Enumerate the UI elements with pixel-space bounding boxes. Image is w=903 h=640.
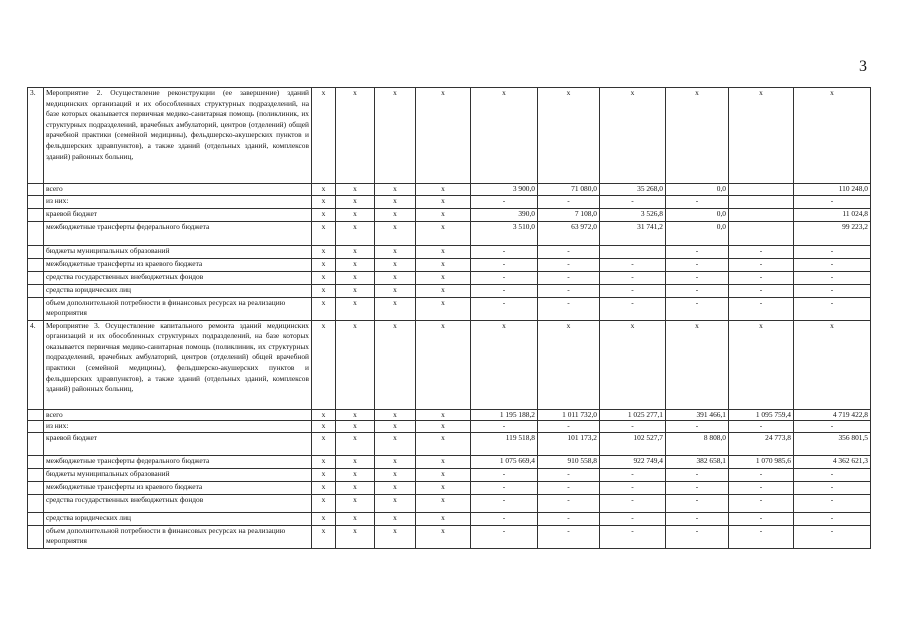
value-cell: 1 025 277,1 [600, 409, 666, 421]
value-cell: 102 527,7 [600, 432, 666, 455]
section-header-row [28, 88, 871, 184]
value-cell: 11 024,8 [794, 208, 871, 221]
value-cell: - [729, 258, 794, 271]
header-marker-cell: x [600, 320, 666, 409]
marker-cell: x [336, 245, 375, 258]
value-cell: 3 510,0 [471, 221, 538, 245]
value-cell: - [600, 421, 666, 433]
marker-cell: x [375, 525, 416, 548]
marker-cell: x [336, 481, 375, 494]
marker-cell: x [375, 481, 416, 494]
row-label: средства государственных внебюджетных фондов [44, 271, 312, 284]
marker-cell: x [416, 494, 471, 512]
marker-cell: x [336, 258, 375, 271]
marker-cell: x [375, 455, 416, 468]
value-cell: - [471, 525, 538, 548]
value-cell: 390,0 [471, 208, 538, 221]
marker-cell: x [416, 208, 471, 221]
marker-cell: x [312, 245, 336, 258]
value-cell: - [666, 258, 729, 271]
number-cell [28, 258, 44, 271]
row-label: бюджеты муниципальных образований [44, 245, 312, 258]
value-cell: - [794, 297, 871, 320]
marker-cell: x [416, 409, 471, 421]
marker-cell: x [312, 468, 336, 481]
marker-cell: x [312, 481, 336, 494]
row-label: из них: [44, 195, 312, 208]
value-cell: 31 741,2 [600, 221, 666, 245]
value-cell: 24 773,8 [729, 432, 794, 455]
table-row [28, 284, 871, 297]
marker-cell: x [312, 432, 336, 455]
marker-cell: x [416, 481, 471, 494]
value-cell: 119 518,8 [471, 432, 538, 455]
row-label: средства юридических лиц [44, 512, 312, 525]
marker-cell: x [375, 221, 416, 245]
header-marker-cell: x [336, 320, 375, 409]
value-cell: 391 466,1 [666, 409, 729, 421]
value-cell: - [538, 421, 600, 433]
row-label: всего [44, 184, 312, 196]
value-cell: - [666, 271, 729, 284]
marker-cell: x [336, 271, 375, 284]
section-description: Мероприятие 3. Осуществление капитального ремонта зданий медицинских организаций и их обособленных структурных подразделений, на базе которых оказывается первичная медико-санитарная помощь (поликлиник, их структурных подразделений, врачебных амбулаторий, центров (отделений) общей врачебной практики (семейной медицины), фельдшерско-акушерских пунктов и фельдшерских здравпунктов), а также зданий (отдельных зданий, комплексов зданий) районных больниц, [44, 320, 312, 409]
row-label: объем дополнительной потребности в финансовых ресурсах на реализацию мероприятия [44, 525, 312, 548]
marker-cell: x [312, 284, 336, 297]
value-cell [729, 208, 794, 221]
value-cell: 35 268,0 [600, 184, 666, 196]
marker-cell: x [312, 221, 336, 245]
value-cell: - [794, 494, 871, 512]
marker-cell: x [312, 271, 336, 284]
marker-cell: x [375, 208, 416, 221]
funding-table [27, 87, 871, 549]
row-label: средства юридических лиц [44, 284, 312, 297]
value-cell: - [794, 512, 871, 525]
table-row [28, 184, 871, 196]
value-cell: 910 558,8 [538, 455, 600, 468]
marker-cell: x [416, 468, 471, 481]
value-cell: 1 195 188,2 [471, 409, 538, 421]
marker-cell: x [336, 297, 375, 320]
marker-cell: x [336, 221, 375, 245]
marker-cell: x [416, 184, 471, 196]
number-cell [28, 245, 44, 258]
marker-cell: x [336, 184, 375, 196]
number-cell [28, 184, 44, 196]
marker-cell: x [312, 184, 336, 196]
value-cell: 922 749,4 [600, 455, 666, 468]
marker-cell: x [336, 455, 375, 468]
marker-cell: x [416, 432, 471, 455]
value-cell: - [666, 481, 729, 494]
number-cell [28, 421, 44, 433]
value-cell: - [794, 195, 871, 208]
value-cell: - [666, 297, 729, 320]
value-cell: - [600, 481, 666, 494]
header-marker-cell: x [538, 320, 600, 409]
value-cell: - [729, 245, 794, 258]
marker-cell: x [336, 284, 375, 297]
marker-cell: x [312, 494, 336, 512]
table-row [28, 481, 871, 494]
number-cell [28, 481, 44, 494]
value-cell: - [538, 284, 600, 297]
marker-cell: x [312, 409, 336, 421]
table-row [28, 409, 871, 421]
value-cell: - [794, 284, 871, 297]
value-cell: - [794, 468, 871, 481]
marker-cell: x [312, 455, 336, 468]
number-cell [28, 409, 44, 421]
value-cell: - [600, 271, 666, 284]
value-cell: - [729, 421, 794, 433]
value-cell: - [471, 271, 538, 284]
table-row [28, 271, 871, 284]
value-cell: - [600, 494, 666, 512]
value-cell [600, 245, 666, 258]
marker-cell: x [416, 525, 471, 548]
value-cell: - [666, 421, 729, 433]
value-cell: - [794, 525, 871, 548]
number-cell [28, 432, 44, 455]
value-cell: - [600, 468, 666, 481]
section-header-row [28, 320, 871, 409]
value-cell: 0,0 [666, 184, 729, 196]
marker-cell: x [375, 195, 416, 208]
value-cell: 3 900,0 [471, 184, 538, 196]
value-cell: - [471, 297, 538, 320]
value-cell: - [538, 195, 600, 208]
value-cell: - [471, 258, 538, 271]
marker-cell: x [336, 525, 375, 548]
marker-cell: x [336, 421, 375, 433]
row-label: межбюджетные трансферты из краевого бюджета [44, 258, 312, 271]
row-label: межбюджетные трансферты федерального бюджета [44, 455, 312, 468]
header-marker-cell: x [375, 88, 416, 184]
number-cell [28, 284, 44, 297]
marker-cell: x [416, 221, 471, 245]
value-cell [729, 221, 794, 245]
marker-cell: x [336, 494, 375, 512]
number-cell [28, 494, 44, 512]
marker-cell: x [312, 258, 336, 271]
value-cell: - [538, 258, 600, 271]
header-marker-cell: x [538, 88, 600, 184]
value-cell: - [666, 468, 729, 481]
value-cell: 0,0 [666, 221, 729, 245]
table-row [28, 297, 871, 320]
value-cell: - [471, 245, 538, 258]
value-cell: - [600, 258, 666, 271]
marker-cell: x [416, 195, 471, 208]
value-cell: - [600, 297, 666, 320]
value-cell: - [794, 258, 871, 271]
value-cell: - [538, 468, 600, 481]
marker-cell: x [312, 512, 336, 525]
row-label: краевой бюджет [44, 208, 312, 221]
table-row [28, 525, 871, 548]
value-cell: 3 526,8 [600, 208, 666, 221]
value-cell: 110 248,0 [794, 184, 871, 196]
header-marker-cell: x [729, 88, 794, 184]
value-cell: - [538, 481, 600, 494]
row-label: межбюджетные трансферты из краевого бюджета [44, 481, 312, 494]
value-cell: - [729, 525, 794, 548]
value-cell: - [538, 525, 600, 548]
marker-cell: x [375, 297, 416, 320]
number-cell [28, 271, 44, 284]
value-cell: - [729, 481, 794, 494]
section-number: 3. [28, 88, 44, 184]
header-marker-cell: x [416, 320, 471, 409]
value-cell: 1 075 669,4 [471, 455, 538, 468]
marker-cell: x [375, 421, 416, 433]
value-cell: - [666, 245, 729, 258]
number-cell [28, 512, 44, 525]
header-marker-cell: x [666, 320, 729, 409]
header-marker-cell: x [794, 320, 871, 409]
row-label: бюджеты муниципальных образований [44, 468, 312, 481]
value-cell: - [600, 284, 666, 297]
marker-cell: x [375, 512, 416, 525]
marker-cell: x [416, 297, 471, 320]
number-cell [28, 208, 44, 221]
row-label: средства государственных внебюджетных фондов [44, 494, 312, 512]
number-cell [28, 221, 44, 245]
row-label: краевой бюджет [44, 432, 312, 455]
marker-cell: x [312, 525, 336, 548]
header-marker-cell: x [416, 88, 471, 184]
value-cell: - [538, 494, 600, 512]
marker-cell: x [416, 512, 471, 525]
value-cell: 71 080,0 [538, 184, 600, 196]
table-row [28, 432, 871, 455]
value-cell: - [538, 297, 600, 320]
header-marker-cell: x [375, 320, 416, 409]
value-cell: - [729, 512, 794, 525]
header-marker-cell: x [312, 320, 336, 409]
value-cell: - [666, 195, 729, 208]
marker-cell: x [375, 245, 416, 258]
row-label: межбюджетные трансферты федерального бюджета [44, 221, 312, 245]
value-cell: - [666, 494, 729, 512]
value-cell: - [538, 245, 600, 258]
value-cell: - [666, 512, 729, 525]
header-marker-cell: x [729, 320, 794, 409]
value-cell: - [729, 271, 794, 284]
value-cell: 4 362 621,3 [794, 455, 871, 468]
value-cell: - [471, 195, 538, 208]
marker-cell: x [336, 195, 375, 208]
row-label: из них: [44, 421, 312, 433]
marker-cell: x [375, 258, 416, 271]
table-row [28, 208, 871, 221]
value-cell: - [471, 481, 538, 494]
value-cell: - [538, 271, 600, 284]
table-row [28, 245, 871, 258]
value-cell: - [666, 284, 729, 297]
marker-cell: x [375, 271, 416, 284]
value-cell: - [794, 481, 871, 494]
row-label: объем дополнительной потребности в финансовых ресурсах на реализацию мероприятия [44, 297, 312, 320]
number-cell [28, 195, 44, 208]
value-cell: 8 808,0 [666, 432, 729, 455]
value-cell: 63 972,0 [538, 221, 600, 245]
page-number: 3 [859, 58, 867, 75]
marker-cell: x [312, 421, 336, 433]
value-cell: 356 801,5 [794, 432, 871, 455]
value-cell: - [471, 421, 538, 433]
value-cell: 0,0 [666, 208, 729, 221]
value-cell: - [729, 494, 794, 512]
value-cell: - [538, 512, 600, 525]
marker-cell: x [375, 432, 416, 455]
marker-cell: x [336, 468, 375, 481]
header-marker-cell: x [312, 88, 336, 184]
marker-cell: x [375, 494, 416, 512]
header-marker-cell: x [666, 88, 729, 184]
table-row [28, 512, 871, 525]
value-cell: - [471, 284, 538, 297]
value-cell: - [471, 494, 538, 512]
marker-cell: x [416, 271, 471, 284]
value-cell: - [794, 421, 871, 433]
row-label: всего [44, 409, 312, 421]
value-cell: - [600, 512, 666, 525]
header-marker-cell: x [471, 88, 538, 184]
value-cell: 99 223,2 [794, 221, 871, 245]
marker-cell: x [312, 297, 336, 320]
value-cell: 101 173,2 [538, 432, 600, 455]
marker-cell: x [416, 245, 471, 258]
number-cell [28, 297, 44, 320]
marker-cell: x [416, 284, 471, 297]
marker-cell: x [336, 512, 375, 525]
value-cell: - [729, 297, 794, 320]
table-row [28, 421, 871, 433]
table-row [28, 258, 871, 271]
value-cell: - [600, 195, 666, 208]
marker-cell: x [336, 208, 375, 221]
value-cell: - [794, 245, 871, 258]
value-cell: - [471, 512, 538, 525]
number-cell [28, 525, 44, 548]
header-marker-cell: x [794, 88, 871, 184]
number-cell [28, 455, 44, 468]
marker-cell: x [312, 208, 336, 221]
marker-cell: x [312, 195, 336, 208]
value-cell: - [600, 525, 666, 548]
value-cell: 1 011 732,0 [538, 409, 600, 421]
header-marker-cell: x [471, 320, 538, 409]
table-row [28, 455, 871, 468]
value-cell: 1 070 985,6 [729, 455, 794, 468]
section-description: Мероприятие 2. Осуществление реконструкции (ее завершение) зданий медицинских организаций и их обособленных структурных подразделений, на базе которых оказывается первичная медико-санитарная помощь (поликлиник, их структурных подразделений, врачебных амбулаторий, центров (отделений) общей врачебной практики (семейной медицины), фельдшерско-акушерских пунктов и фельдшерских здравпунктов), а также зданий (отдельных зданий, комплексов зданий) районных больниц, [44, 88, 312, 184]
value-cell: 7 108,0 [538, 208, 600, 221]
marker-cell: x [336, 432, 375, 455]
value-cell: - [729, 284, 794, 297]
table-row [28, 221, 871, 245]
value-cell: 382 658,1 [666, 455, 729, 468]
marker-cell: x [375, 284, 416, 297]
section-number: 4. [28, 320, 44, 409]
table-row [28, 468, 871, 481]
header-marker-cell: x [336, 88, 375, 184]
marker-cell: x [375, 184, 416, 196]
value-cell: 4 719 422,8 [794, 409, 871, 421]
value-cell: 1 095 759,4 [729, 409, 794, 421]
marker-cell: x [416, 455, 471, 468]
value-cell: - [471, 468, 538, 481]
marker-cell: x [416, 421, 471, 433]
marker-cell: x [416, 258, 471, 271]
value-cell [729, 195, 794, 208]
table-row [28, 195, 871, 208]
marker-cell: x [336, 409, 375, 421]
value-cell: - [666, 525, 729, 548]
value-cell: - [794, 271, 871, 284]
table-row [28, 494, 871, 512]
header-marker-cell: x [600, 88, 666, 184]
value-cell [729, 184, 794, 196]
marker-cell: x [375, 468, 416, 481]
number-cell [28, 468, 44, 481]
value-cell: - [729, 468, 794, 481]
marker-cell: x [375, 409, 416, 421]
